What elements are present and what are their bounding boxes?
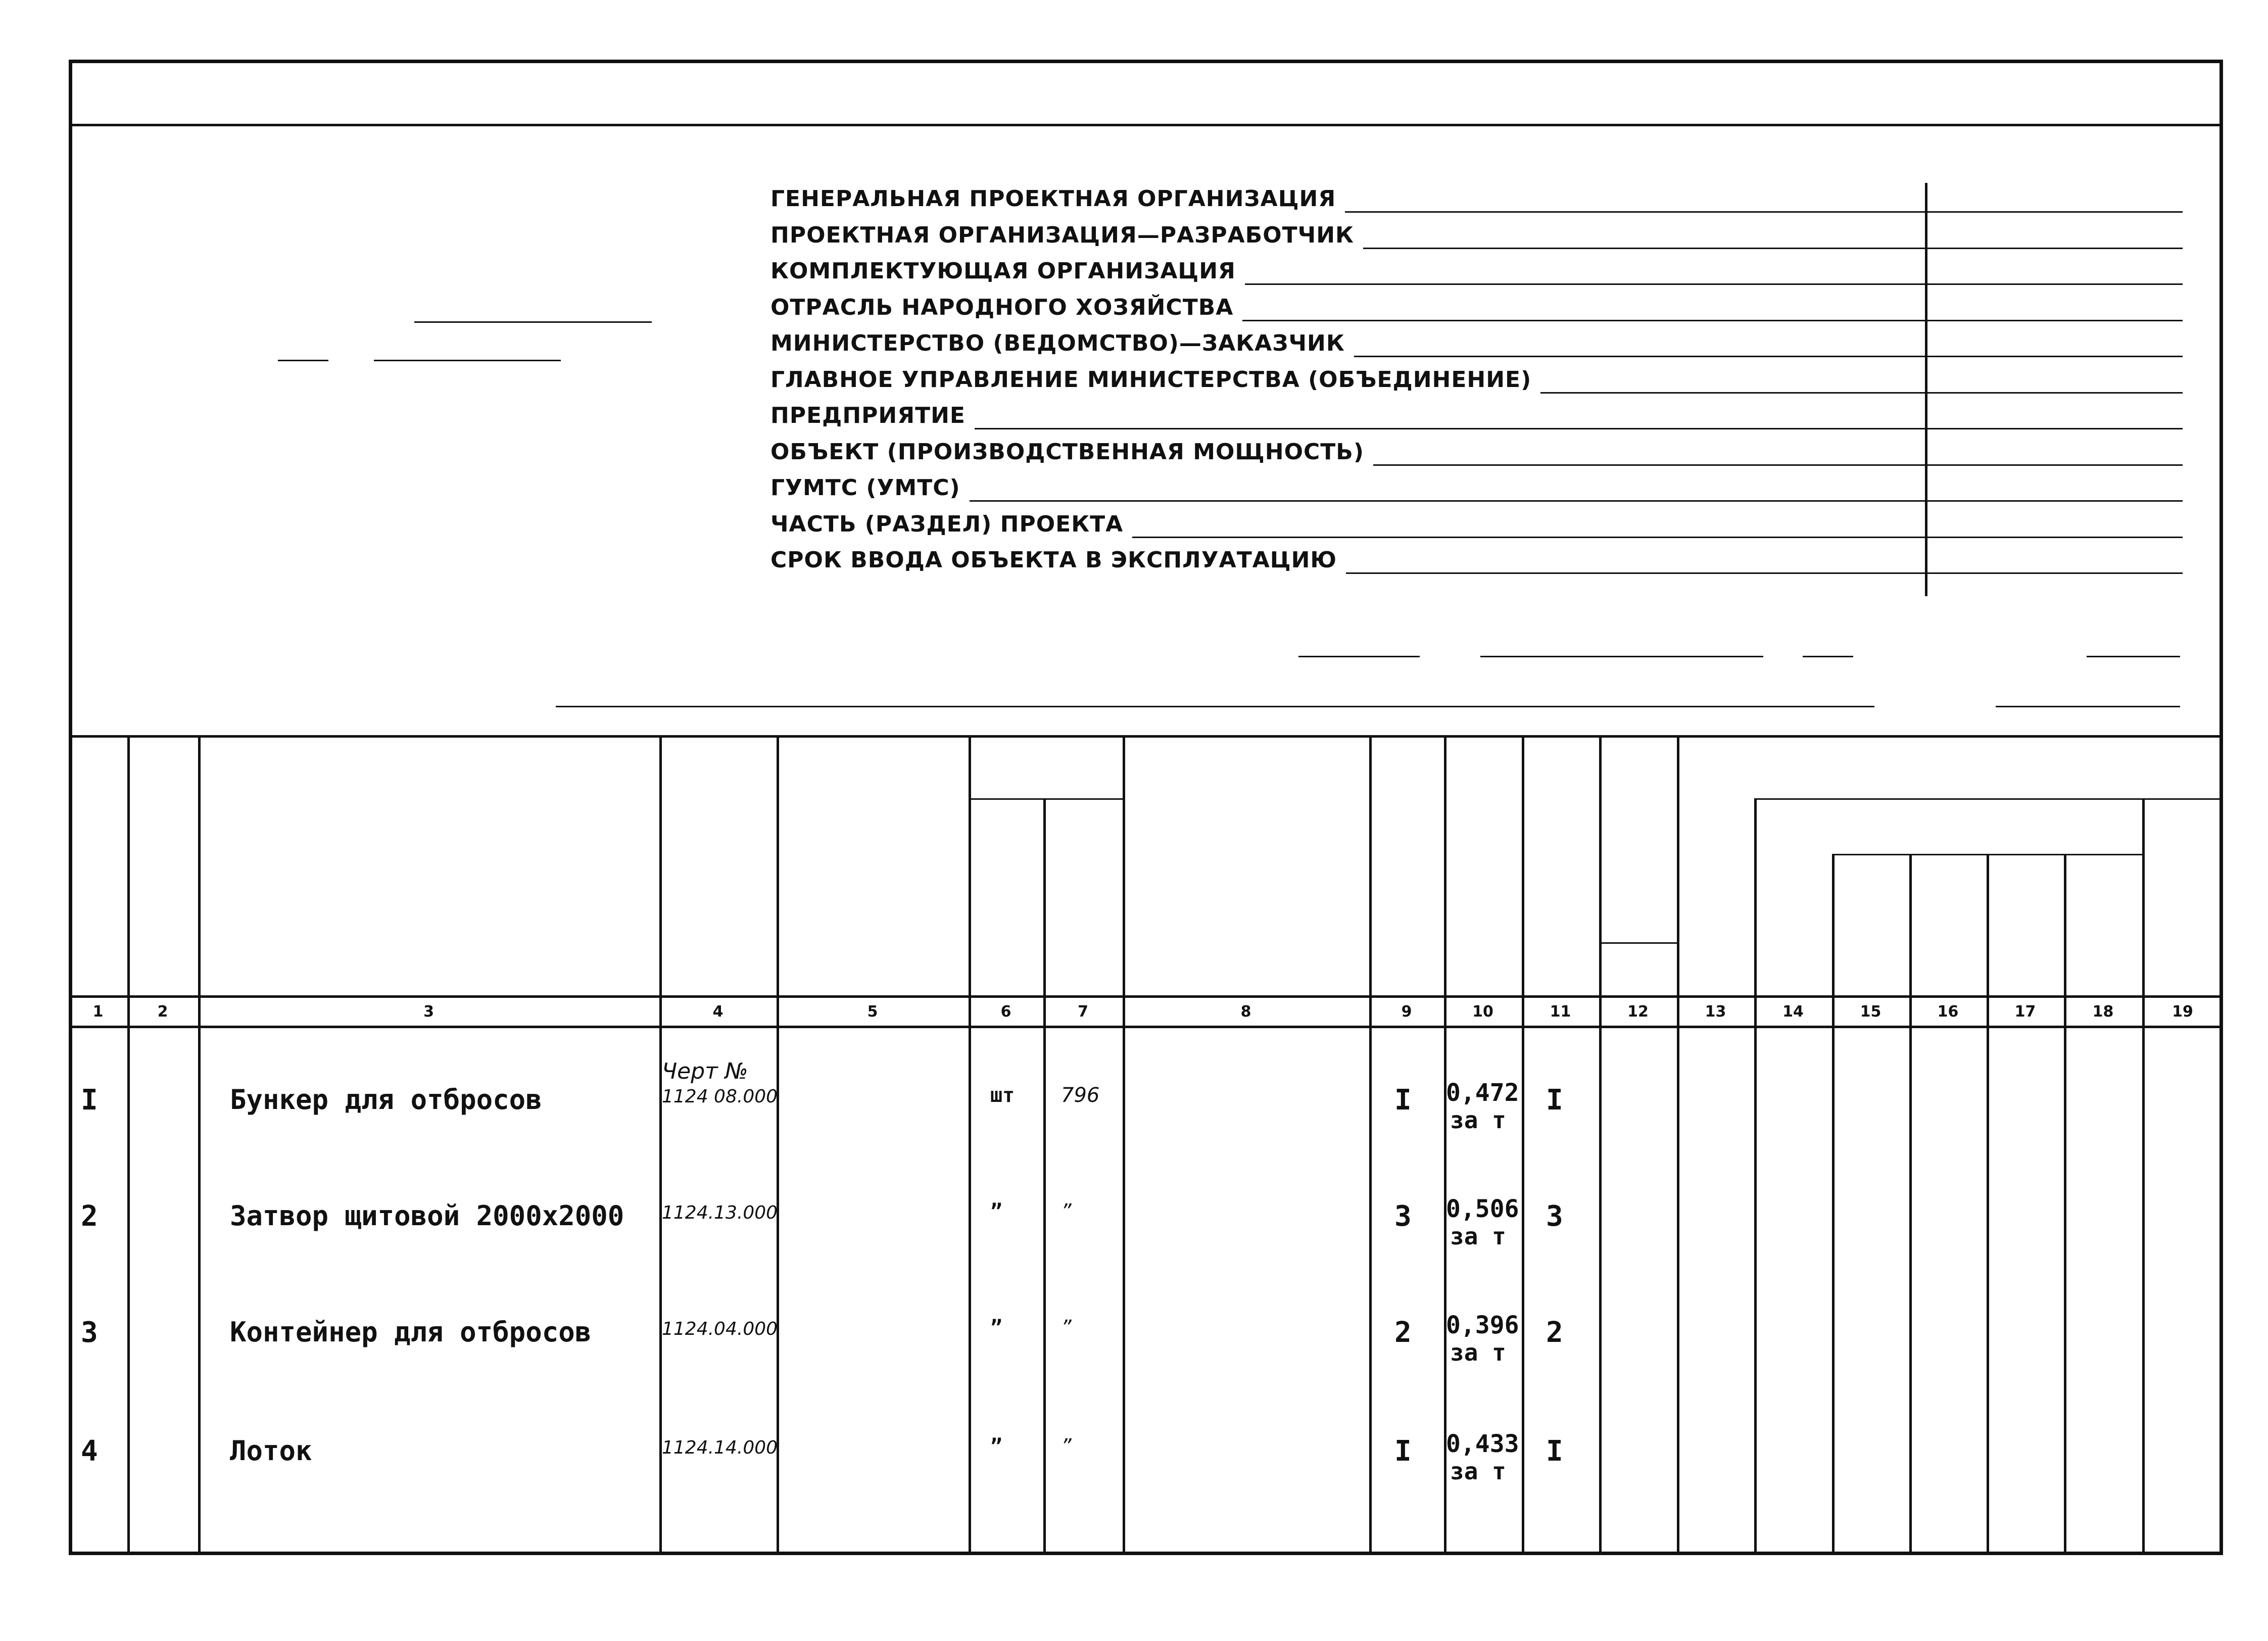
header-c8: [1218, 768, 1273, 980]
unit-price-basis: за т: [1450, 1106, 1506, 1134]
column-number: 12: [1627, 1003, 1649, 1021]
column-number: 3: [423, 1003, 434, 1021]
column-number: 16: [1937, 1003, 1959, 1021]
column-number: 8: [1240, 1003, 1251, 1021]
project-quantity: I: [1394, 1084, 1412, 1117]
column-number: 13: [1705, 1003, 1726, 1021]
column-numbers-bottom: [69, 1026, 2223, 1028]
header-c19: [2156, 808, 2212, 980]
org-field-line: [1345, 211, 2183, 213]
org-field-label: ГУМТС (УМТС): [770, 475, 960, 501]
column-line: [2142, 798, 2145, 1555]
item-type-code: 1124 08.000: [662, 1086, 778, 1107]
column-number: 19: [2172, 1003, 2193, 1021]
start-complex-quantity: I: [1546, 1435, 1563, 1468]
org-field-line: [1346, 572, 2183, 574]
org-field-label: ОБЪЕКТ (ПРОИЗВОДСТВЕННАЯ МОЩНОСТЬ): [770, 439, 1364, 465]
unit-name: ”: [990, 1316, 1003, 1339]
date-day-line: [278, 360, 328, 361]
org-field-line: [1363, 248, 2183, 249]
unit-price: 0,472: [1446, 1079, 1519, 1107]
sheet-line: [1996, 706, 2180, 707]
column-number: 4: [712, 1003, 723, 1021]
unit-code: ”: [1061, 1200, 1072, 1223]
org-field-label: ОТРАСЛЬ НАРОДНОГО ХОЗЯЙСТВА: [770, 294, 1234, 320]
header-divider: [69, 124, 2223, 126]
header-c11: [1538, 748, 1594, 980]
header-c7: [1071, 859, 1101, 909]
start-complex-quantity: 3: [1546, 1200, 1563, 1233]
unit-price: 0,396: [1446, 1311, 1519, 1339]
item-type-line1: Черт №: [662, 1058, 748, 1084]
item-type-code: 1124.04.000: [662, 1319, 778, 1339]
project-quantity: I: [1394, 1435, 1412, 1468]
header-c1: [82, 818, 112, 940]
org-field-line: [970, 500, 2183, 502]
column-line: [1043, 798, 1046, 1555]
item-name: Контейнер для отбросов: [230, 1316, 592, 1348]
spec-no-line: [1298, 656, 1420, 657]
org-field-label: СРОК ВВОДА ОБЪЕКТА В ЭКСПЛУАТАЦИЮ: [770, 547, 1337, 573]
column-line: [1987, 854, 1989, 1555]
header-c13: [1682, 750, 1753, 988]
column-line: [777, 735, 779, 1555]
spec-year-line: [1803, 656, 1853, 657]
org-field-label: ГЕНЕРАЛЬНАЯ ПРОЕКТНАЯ ОРГАНИЗАЦИЯ: [770, 186, 1336, 212]
column-number: 18: [2092, 1003, 2114, 1021]
header-c5: [808, 768, 909, 980]
unit-price-basis: за т: [1450, 1339, 1506, 1366]
column-number: 5: [867, 1003, 878, 1021]
item-type-code: 1124.13.000: [662, 1202, 778, 1223]
org-field-line: [975, 428, 2183, 429]
unit-name: ”: [990, 1200, 1003, 1223]
start-complex-quantity: I: [1546, 1084, 1563, 1117]
org-field-label: ПРОЕКТНАЯ ОРГАНИЗАЦИЯ—РАЗРАБОТЧИК: [770, 222, 1354, 248]
table-top-border: [69, 735, 2223, 738]
unit-code: ”: [1061, 1435, 1072, 1458]
header-c2: [127, 753, 193, 990]
unit-price: 0,506: [1446, 1195, 1519, 1223]
spec-date-line: [1480, 656, 1763, 657]
org-field-label: КОМПЛЕКТУЮЩАЯ ОРГАНИЗАЦИЯ: [770, 258, 1236, 284]
project-quantity: 2: [1394, 1316, 1412, 1349]
column-line: [1522, 735, 1524, 1555]
column-number: 15: [1860, 1003, 1881, 1021]
column-number: 11: [1550, 1003, 1571, 1021]
column-line: [969, 735, 971, 1555]
column-line: [2064, 854, 2066, 1555]
project-quantity: 3: [1394, 1200, 1412, 1233]
org-field-line: [1242, 320, 2183, 321]
header-c9: [1382, 788, 1437, 960]
item-name: Затвор щитовой 2000х2000: [230, 1200, 624, 1232]
column-number: 14: [1782, 1003, 1804, 1021]
column-number: 7: [1078, 1003, 1088, 1021]
org-field-label: МИНИСТЕРСТВО (ВЕДОМСТВО)—ЗАКАЗЧИК: [770, 330, 1345, 356]
item-name: Бункер для отбросов: [230, 1084, 542, 1116]
chief-signature-line: [414, 321, 652, 323]
org-field-label: ЧАСТЬ (РАЗДЕЛ) ПРОЕКТА: [770, 511, 1124, 537]
column-line: [1599, 735, 1602, 1555]
unit-price-basis: за т: [1450, 1458, 1506, 1485]
column-line: [1832, 854, 1835, 1555]
spec-total-line: [2087, 656, 2180, 657]
column-number: 2: [157, 1003, 168, 1021]
header-c4: [669, 748, 770, 990]
header-c14: [1778, 899, 1809, 960]
codes-divider: [1925, 183, 1927, 596]
header-c10: [1460, 778, 1516, 960]
table-header-bottom: [69, 995, 2223, 998]
column-number: 17: [2014, 1003, 2036, 1021]
unit-price-basis: за т: [1450, 1223, 1506, 1250]
row-number: 2: [81, 1200, 98, 1233]
org-field-line: [1354, 356, 2183, 357]
org-field-line: [1132, 537, 2183, 538]
org-field-label: ГЛАВНОЕ УПРАВЛЕНИЕ МИНИСТЕРСТВА (ОБЪЕДИНЕНИЕ): [770, 366, 1532, 393]
org-field-line: [1245, 283, 2183, 285]
column-line: [659, 735, 662, 1555]
unit-price: 0,433: [1446, 1430, 1519, 1458]
column-number: 1: [92, 1003, 104, 1021]
column-number: 10: [1472, 1003, 1493, 1021]
accepted-line: [1754, 798, 2223, 800]
unit-code: 796: [1061, 1084, 1100, 1107]
row-number: I: [81, 1084, 98, 1117]
org-field-line: [1540, 392, 2183, 394]
unit-name: шт: [990, 1084, 1015, 1107]
column-line: [1754, 798, 1757, 1555]
row-number: 4: [81, 1435, 98, 1468]
row-number: 3: [81, 1316, 98, 1349]
date-month-line: [374, 360, 561, 361]
unit-code: ”: [1061, 1316, 1072, 1339]
c12-split-line: [1599, 942, 1677, 944]
column-number: 6: [1000, 1003, 1011, 1021]
column-number: 9: [1401, 1003, 1412, 1021]
header-c6: [990, 808, 1021, 960]
column-line: [1909, 854, 1912, 1555]
start-complex-quantity: 2: [1546, 1316, 1563, 1349]
column-line: [1123, 735, 1125, 1555]
column-line: [1369, 735, 1372, 1555]
unit-name: ”: [990, 1435, 1003, 1458]
equipment-type-line: [556, 706, 1874, 707]
org-field-line: [1373, 464, 2183, 466]
column-line: [198, 735, 201, 1555]
item-type-code: 1124.14.000: [662, 1437, 778, 1458]
item-name: Лоток: [230, 1435, 312, 1467]
org-field-label: ПРЕДПРИЯТИЕ: [770, 403, 966, 428]
header-c12: [1603, 750, 1678, 937]
